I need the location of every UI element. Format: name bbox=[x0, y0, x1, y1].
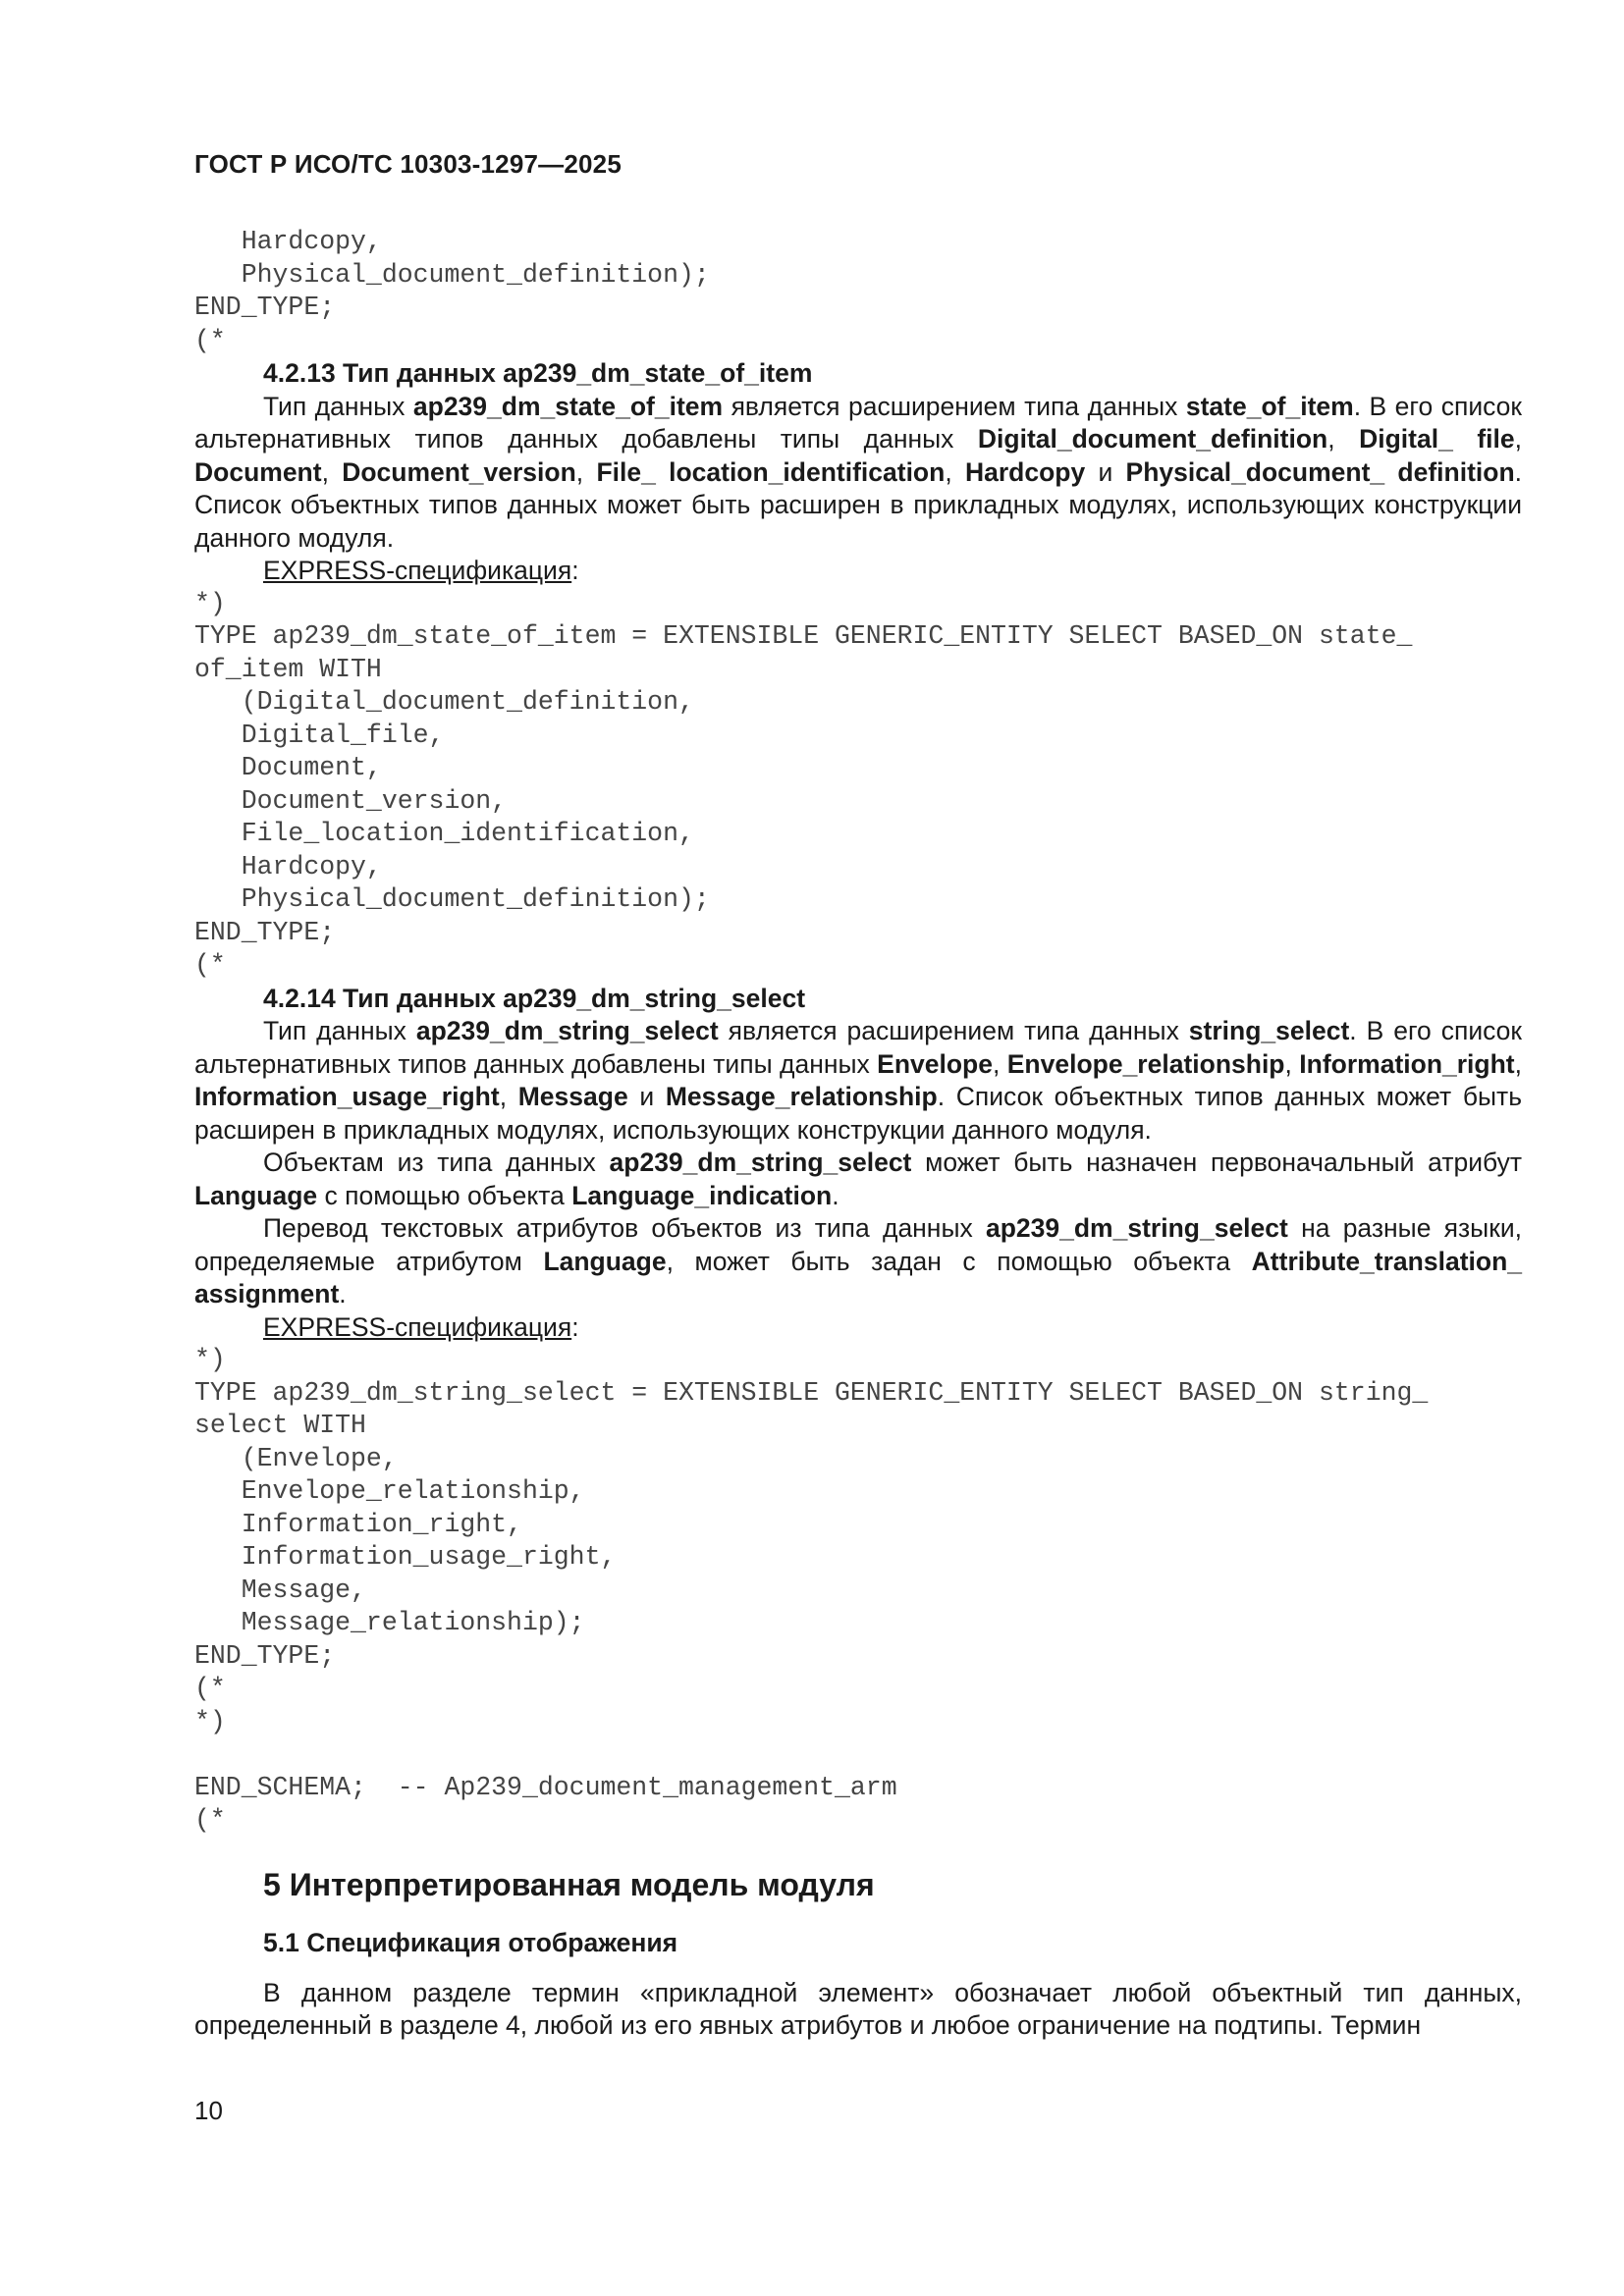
spec-colon: : bbox=[571, 556, 579, 585]
bold-term: state_of_item bbox=[1185, 391, 1354, 421]
bold-term: Attribute_translation_ assignment bbox=[194, 1246, 1522, 1308]
bold-term: Message bbox=[517, 1082, 628, 1111]
page-content bbox=[194, 226, 1522, 2043]
bold-term: ap239_dm_state_of_item bbox=[412, 391, 724, 421]
express-spec-link-2: EXPRESS-спецификация bbox=[263, 1311, 572, 1342]
paragraph-4-2-13: Тип данных ap239_dm_state_of_item является расширением типа данных state_of_item. В его список альтернативных типов данных добавлены типы данных Digital_document_definition, Digital_ file, Document, Document_version, File_ location_identification, Hardcopy и Physical_document_ definition. Список объектных типов данных может быть расширен в прикладных модулях, использующих конструкции данного модуля. bbox=[194, 391, 1523, 553]
heading-4-2-13: 4.2.13 Тип данных ap239_dm_state_of_item bbox=[263, 358, 813, 388]
bold-term: ap239_dm_string_select bbox=[415, 1016, 719, 1045]
bold-term: Document bbox=[194, 456, 322, 487]
bold-term: Physical_document_ definition bbox=[1125, 456, 1515, 487]
bold-term: Information_usage_right bbox=[194, 1082, 500, 1111]
bold-term: ap239_dm_string_select bbox=[985, 1213, 1288, 1243]
paragraph-4-2-14-1: Тип данных ap239_dm_string_select является расширением типа данных string_select. В его список альтернативных типов данных добавлены типы данных Envelope, Envelope_relationship, Information_right, Information_usage_right, Message и Message_relationship. Список объектных типов данных может быть расширен в прикладных модулях, использующих конструкции данного модуля. bbox=[194, 1016, 1523, 1145]
bold-term: Language_indication bbox=[571, 1180, 833, 1210]
paragraph-4-2-14-2: Объектам из типа данных ap239_dm_string_select может быть назначен первоначальный атрибут Language с помощью объекта Language_indication. bbox=[194, 1148, 1522, 1210]
heading-section-5: 5 Интерпретированная модель модуля bbox=[263, 1866, 875, 1902]
code-block-state-of-item: *) TYPE ap239_dm_state_of_item = EXTENSIBLE GENERIC_ENTITY SELECT BASED_ON state_ of_item WITH (Digital_document_definition, Digital_file, Document, Document_version, File_location_identification, Hardcopy, Physical_document_definition); END_TYPE; (* bbox=[194, 588, 1413, 980]
express-spec-link-1: EXPRESS-спецификация bbox=[263, 556, 572, 585]
heading-section-5-1: 5.1 Спецификация отображения bbox=[263, 1927, 678, 1957]
code-block-top: Hardcopy, Physical_document_definition); END_TYPE; (* bbox=[194, 227, 710, 355]
paragraph-5-1: В данном разделе термин «прикладной элемент» обозначает любой объектный тип данных, определенный в разделе 4, любой из его явных атрибутов и любое ограничение на подтипы. Термин bbox=[194, 1977, 1522, 2040]
bold-term: Language bbox=[194, 1180, 318, 1210]
blank-line bbox=[194, 1738, 1522, 1772]
bold-term: Language bbox=[543, 1246, 667, 1276]
bold-term: Envelope bbox=[877, 1048, 993, 1079]
bold-term: Message_relationship bbox=[665, 1082, 938, 1111]
bold-term: Hardcopy bbox=[964, 456, 1086, 487]
heading-4-2-14: 4.2.14 Тип данных ap239_dm_string_select bbox=[263, 983, 806, 1013]
page-number: 10 bbox=[194, 2096, 223, 2125]
bold-term: Digital_document_definition bbox=[977, 424, 1328, 454]
document-header: ГОСТ Р ИСО/ТС 10303-1297—2025 bbox=[194, 149, 623, 179]
paragraph-4-2-14-3: Перевод текстовых атрибутов объектов из типа данных ap239_dm_string_select на разные языки, определяемые атрибутом Language, может быть задан с помощью объекта Attribute_translation_ assignment. bbox=[194, 1213, 1522, 1308]
bold-term: File_ location_identification bbox=[596, 456, 946, 487]
bold-term: string_select bbox=[1188, 1016, 1350, 1045]
bold-term: ap239_dm_string_select bbox=[609, 1148, 912, 1177]
spec-colon: : bbox=[571, 1311, 579, 1342]
bold-term: Envelope_relationship bbox=[1006, 1048, 1285, 1079]
code-block-end-schema: END_SCHEMA; -- Ap239_document_management_arm (* bbox=[194, 1772, 897, 1835]
express-spec-label-2 bbox=[194, 1311, 1522, 1345]
express-spec-label-1 bbox=[194, 555, 1522, 588]
bold-term: Information_right bbox=[1299, 1048, 1515, 1079]
bold-term: Digital_ file bbox=[1359, 424, 1515, 454]
code-block-string-select: *) TYPE ap239_dm_string_select = EXTENSIBLE GENERIC_ENTITY SELECT BASED_ON string_ select WITH (Envelope, Envelope_relationship, Information_right, Information_usage_right, Message, Message_relationship); END_TYPE; (* *) bbox=[194, 1345, 1429, 1736]
bold-term: Document_version bbox=[342, 456, 576, 487]
